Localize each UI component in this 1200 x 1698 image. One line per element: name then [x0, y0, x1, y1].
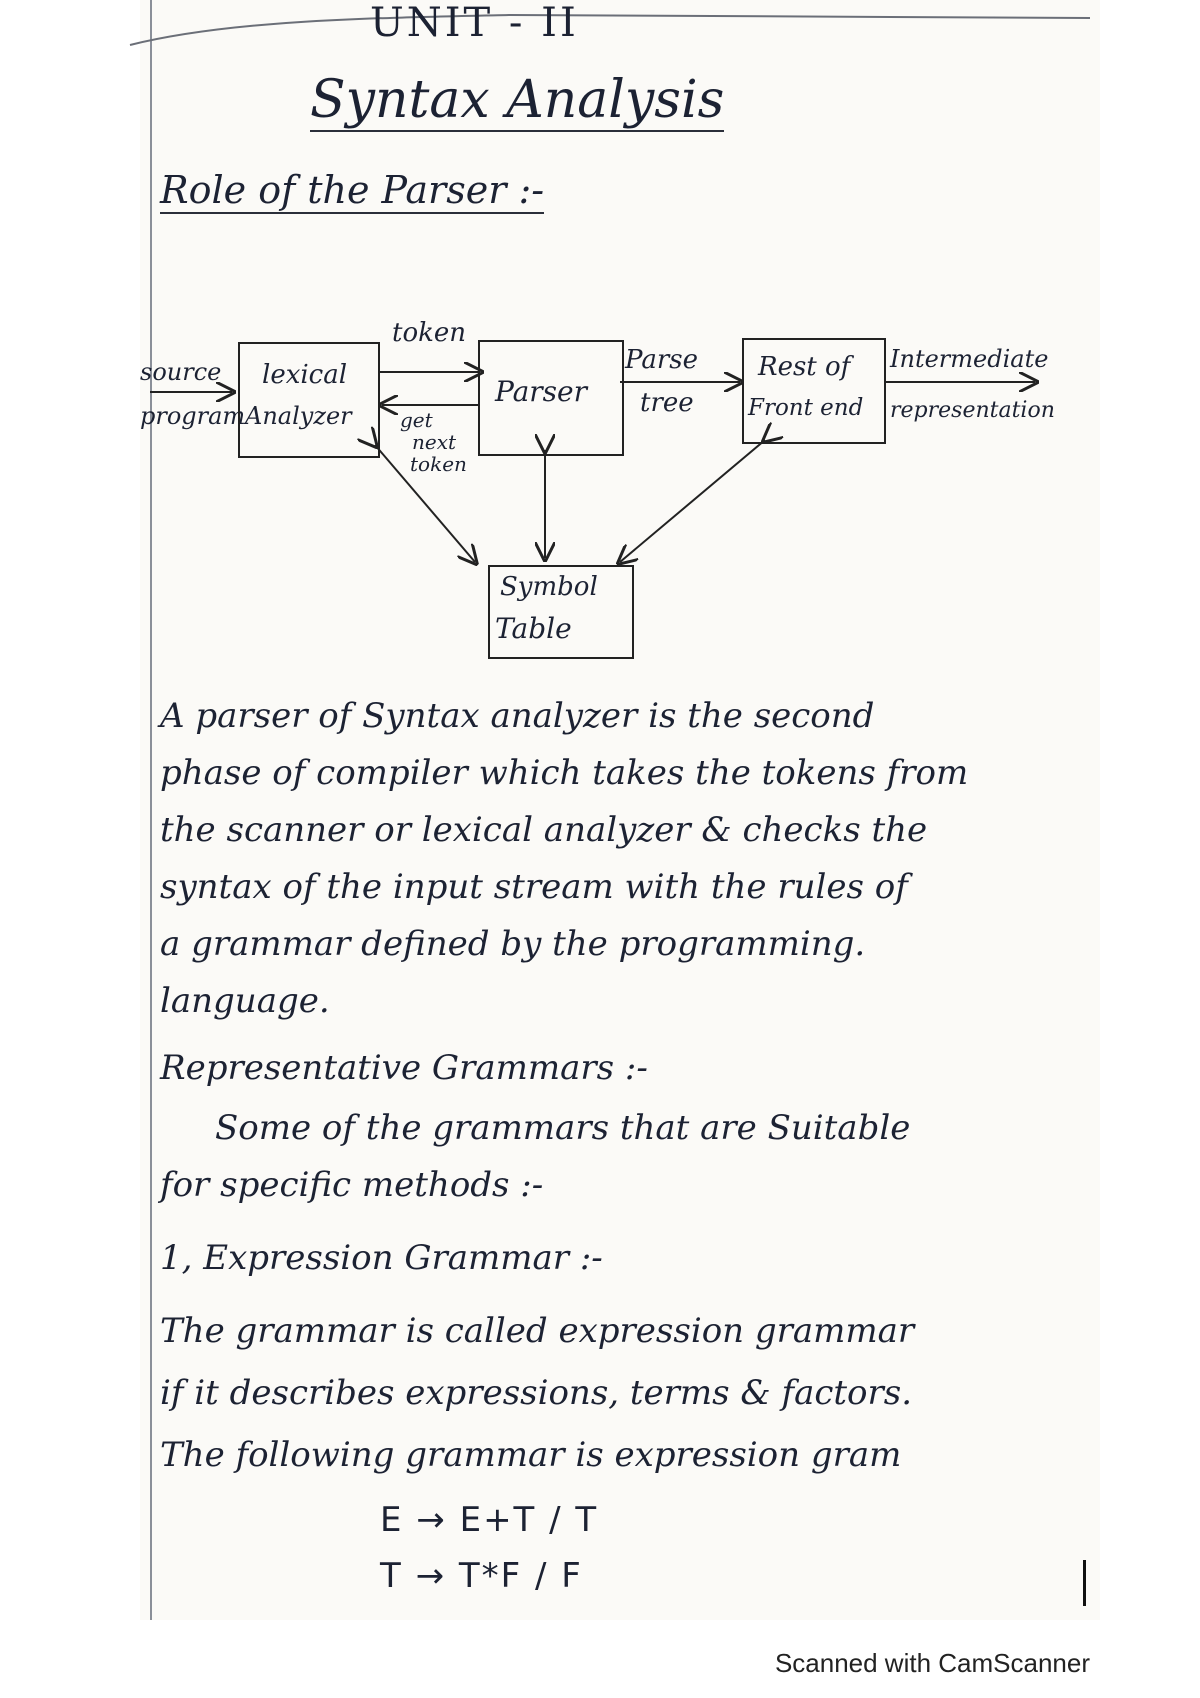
- para-line: language.: [160, 981, 330, 1021]
- para-line: if it describes expressions, terms & factors.: [160, 1373, 913, 1413]
- para-line: Some of the grammars that are Suitable: [215, 1108, 911, 1148]
- para-line: syntax of the input stream with the rules of: [160, 867, 908, 907]
- representation-label: representation: [890, 398, 1055, 423]
- expression-grammar-heading: 1, Expression Grammar :-: [160, 1238, 603, 1278]
- section-text: Role of the Parser :-: [160, 168, 545, 212]
- rest-label: Rest of: [758, 352, 851, 382]
- get-label: get: [400, 408, 433, 432]
- source-label: source: [140, 358, 222, 386]
- token-label: token: [392, 318, 466, 348]
- program-label: program: [140, 402, 246, 430]
- next-label: next: [412, 430, 457, 454]
- page-edge-mark: [1083, 1560, 1086, 1606]
- para-line: The following grammar is expression gram: [160, 1435, 902, 1475]
- page-title: [310, 70, 724, 130]
- para-line: phase of compiler which takes the tokens from: [160, 753, 969, 793]
- front-end-label: Front end: [748, 395, 864, 421]
- camscanner-watermark: Scanned with CamScanner: [774, 1648, 1090, 1678]
- lexical-label: lexical: [262, 360, 348, 390]
- analyzer-label: Analyzer: [245, 402, 352, 430]
- next-token-label: token: [410, 452, 467, 476]
- unit-heading: UNIT - II: [370, 0, 579, 46]
- parser-label: Parser: [495, 375, 587, 408]
- title-text: Syntax Analysis: [310, 70, 725, 130]
- expression-paragraph: [160, 1300, 1100, 1486]
- parse-label: Parse: [625, 345, 698, 375]
- para-line: for specific methods :-: [160, 1165, 544, 1205]
- representative-paragraph: [160, 1100, 1100, 1214]
- section-heading: [160, 168, 544, 212]
- intermediate-label: Intermediate: [890, 345, 1049, 373]
- representative-grammars-heading: Representative Grammars :-: [160, 1048, 648, 1088]
- para-line: a grammar defined by the programming.: [160, 924, 866, 964]
- table-label: Table: [495, 612, 572, 645]
- margin-line: [150, 0, 152, 1620]
- grammar-rule-t: T → T*F / F: [380, 1556, 583, 1596]
- para-line: The grammar is called expression grammar: [160, 1311, 915, 1351]
- para-line: the scanner or lexical analyzer & checks the: [160, 810, 928, 850]
- grammar-rule-e: E → E+T / T: [380, 1500, 599, 1540]
- top-rule: [110, 0, 1100, 60]
- para-line: A parser of Syntax analyzer is the second: [160, 696, 875, 736]
- definition-paragraph: [160, 688, 1100, 1030]
- symbol-label: Symbol: [500, 572, 598, 602]
- tree-label: tree: [640, 388, 694, 418]
